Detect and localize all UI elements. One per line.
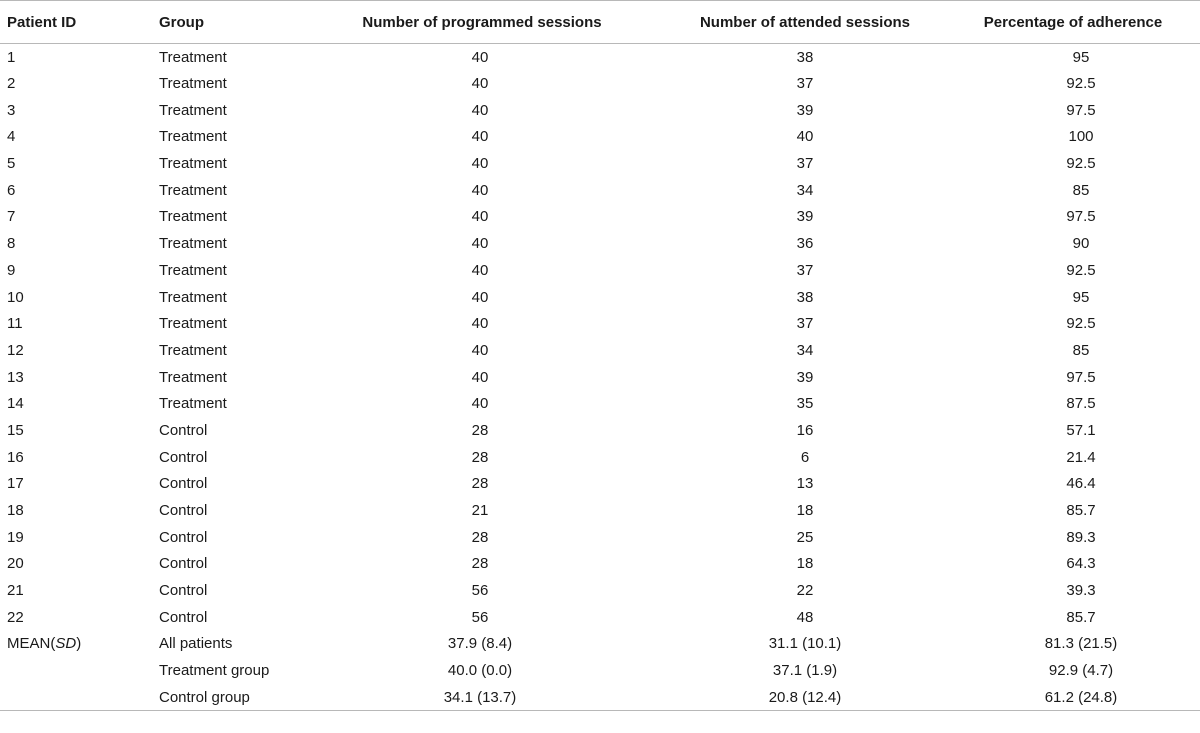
group-cell: Control group	[150, 684, 300, 711]
programmed-sessions-cell: 40	[471, 261, 489, 279]
attended-sessions-cell: 6	[800, 448, 810, 466]
patient-id-cell	[0, 684, 150, 711]
group-cell: Treatment	[159, 181, 227, 199]
table-header-row	[0, 1, 1200, 44]
table-row	[0, 257, 1200, 284]
table-row	[0, 70, 1200, 97]
table-row	[0, 364, 1200, 391]
table-row	[0, 524, 1200, 551]
table-row	[0, 177, 1200, 204]
adherence-cell: 39.3	[1066, 582, 1096, 600]
adherence-cell: 92.5	[1066, 261, 1096, 279]
adherence-cell: 97.5	[1066, 368, 1096, 386]
patient-id-cell: 3	[7, 101, 16, 119]
patient-id-cell: 21	[7, 582, 24, 600]
table-row	[0, 284, 1200, 311]
adherence-cell: 97.5	[1066, 208, 1096, 226]
patient-id-cell: 17	[7, 475, 24, 493]
patient-id-cell: 14	[7, 395, 24, 413]
programmed-sessions-cell: 40	[471, 341, 489, 359]
attended-sessions-cell: 25	[796, 528, 814, 546]
group-cell: Treatment	[159, 341, 227, 359]
adherence-cell: 87.5	[1066, 395, 1096, 413]
table-row	[0, 310, 1200, 337]
group-cell: Control	[159, 528, 208, 546]
table-row	[0, 497, 1200, 524]
adherence-cell: 92.5	[1066, 155, 1096, 173]
patient-id-cell: 12	[7, 341, 24, 359]
adherence-cell: 90	[1072, 235, 1090, 253]
patient-id-cell: 9	[7, 261, 16, 279]
table-row	[0, 124, 1200, 151]
adherence-cell: 57.1	[1066, 421, 1096, 439]
group-cell: Treatment	[159, 128, 227, 146]
programmed-sessions-cell: 56	[471, 582, 489, 600]
patient-id-cell: 13	[7, 368, 24, 386]
table-row	[0, 577, 1200, 604]
attended-sessions-cell: 31.1 (10.1)	[768, 635, 842, 653]
summary-row	[0, 631, 1200, 658]
adherence-cell: 85.7	[1066, 608, 1096, 626]
group-cell: Control	[159, 502, 208, 520]
table-body	[0, 44, 1200, 711]
adherence-cell: 97.5	[1066, 101, 1096, 119]
header-adherence-percentage: Percentage of adherence	[946, 1, 1200, 44]
attended-sessions-cell: 18	[796, 555, 814, 573]
header-patient-id: Patient ID	[0, 1, 150, 44]
programmed-sessions-cell: 40	[471, 315, 489, 333]
attended-sessions-cell: 39	[796, 208, 814, 226]
group-cell: Control	[159, 582, 208, 600]
programmed-sessions-cell: 21	[471, 502, 489, 520]
programmed-sessions-cell: 40	[471, 181, 489, 199]
summary-label-suffix: )	[76, 635, 82, 653]
attended-sessions-cell: 37	[796, 155, 814, 173]
table-row	[0, 337, 1200, 364]
adherence-cell: 89.3	[1066, 528, 1096, 546]
adherence-cell: 46.4	[1066, 475, 1096, 493]
group-cell: Treatment	[159, 368, 227, 386]
group-cell: Treatment	[159, 208, 227, 226]
adherence-cell: 92.5	[1066, 75, 1096, 93]
group-cell: Treatment	[159, 395, 227, 413]
header-group: Group	[150, 1, 300, 44]
patient-id-cell: 1	[7, 48, 16, 66]
attended-sessions-cell: 39	[796, 101, 814, 119]
patient-id-cell: 10	[7, 288, 24, 306]
patient-id-cell	[0, 657, 150, 684]
table-row	[0, 444, 1200, 471]
attended-sessions-cell: 35	[796, 395, 814, 413]
group-cell: Treatment	[159, 48, 227, 66]
patient-id-cell: 15	[7, 421, 24, 439]
attended-sessions-cell: 16	[796, 421, 814, 439]
group-cell: Treatment	[159, 261, 227, 279]
adherence-cell: 85.7	[1066, 502, 1096, 520]
group-cell: Treatment	[159, 315, 227, 333]
attended-sessions-cell: 37	[796, 315, 814, 333]
adherence-cell: 100	[1068, 128, 1094, 146]
programmed-sessions-cell: 40	[471, 395, 489, 413]
attended-sessions-cell: 38	[796, 48, 814, 66]
patient-id-cell: 16	[7, 448, 24, 466]
adherence-cell: 85	[1072, 181, 1090, 199]
group-cell: Control	[159, 475, 208, 493]
attended-sessions-cell: 18	[796, 502, 814, 520]
adherence-cell: 95	[1072, 288, 1090, 306]
adherence-cell: 92.9 (4.7)	[1048, 662, 1114, 680]
patient-id-cell: 8	[7, 235, 16, 253]
header-programmed-sessions: Number of programmed sessions	[300, 1, 664, 44]
attended-sessions-cell: 20.8 (12.4)	[664, 684, 946, 711]
table-row	[0, 44, 1200, 71]
summary-row	[0, 657, 1200, 684]
programmed-sessions-cell: 40	[471, 368, 489, 386]
patient-id-cell: 7	[7, 208, 16, 226]
programmed-sessions-cell: 34.1 (13.7)	[300, 684, 664, 711]
attended-sessions-cell: 38	[796, 288, 814, 306]
programmed-sessions-cell: 40	[471, 208, 489, 226]
group-cell: Control	[159, 555, 208, 573]
group-cell: Control	[159, 421, 208, 439]
patient-id-cell: 19	[7, 528, 24, 546]
group-cell: Treatment	[159, 155, 227, 173]
summary-label-prefix: MEAN(	[7, 635, 56, 653]
header-attended-sessions: Number of attended sessions	[664, 1, 946, 44]
attended-sessions-cell: 34	[796, 181, 814, 199]
summary-label-sd: SD	[55, 635, 77, 653]
patient-id-cell: 22	[7, 608, 24, 626]
adherence-cell: 85	[1072, 341, 1090, 359]
programmed-sessions-cell: 40	[471, 48, 489, 66]
adherence-cell: 64.3	[1066, 555, 1096, 573]
table-row	[0, 471, 1200, 498]
table-row	[0, 204, 1200, 231]
table-row	[0, 417, 1200, 444]
group-cell: Treatment	[159, 288, 227, 306]
attended-sessions-cell: 34	[796, 341, 814, 359]
adherence-cell: 81.3 (21.5)	[1044, 635, 1118, 653]
programmed-sessions-cell: 28	[471, 475, 489, 493]
attended-sessions-cell: 39	[796, 368, 814, 386]
patient-id-cell: 5	[7, 155, 16, 173]
programmed-sessions-cell: 40	[471, 155, 489, 173]
programmed-sessions-cell: 28	[471, 421, 489, 439]
adherence-cell: 92.5	[1066, 315, 1096, 333]
programmed-sessions-cell: 40	[471, 235, 489, 253]
attended-sessions-cell: 36	[796, 235, 814, 253]
adherence-cell: 95	[1072, 48, 1090, 66]
attended-sessions-cell: 13	[796, 475, 814, 493]
patient-id-cell: 11	[7, 315, 23, 333]
table-row	[0, 97, 1200, 124]
table-row	[0, 230, 1200, 257]
summary-row	[0, 684, 1200, 711]
group-cell: Treatment	[159, 101, 227, 119]
programmed-sessions-cell: 28	[471, 555, 489, 573]
group-cell: Control	[159, 448, 208, 466]
programmed-sessions-cell: 40	[471, 101, 489, 119]
programmed-sessions-cell: 40	[471, 75, 489, 93]
programmed-sessions-cell: 56	[471, 608, 489, 626]
group-cell: Treatment group	[159, 662, 270, 680]
patient-id-cell: 4	[7, 128, 16, 146]
group-cell: All patients	[159, 635, 233, 653]
patient-id-cell: 2	[7, 75, 16, 93]
programmed-sessions-cell: 40	[471, 288, 489, 306]
table-row	[0, 604, 1200, 631]
attended-sessions-cell: 37	[796, 261, 814, 279]
patient-id-cell: 20	[7, 555, 24, 573]
programmed-sessions-cell: 37.9 (8.4)	[447, 635, 513, 653]
programmed-sessions-cell: 28	[471, 528, 489, 546]
programmed-sessions-cell: 28	[471, 448, 489, 466]
patient-id-cell	[0, 631, 150, 658]
attended-sessions-cell: 48	[796, 608, 814, 626]
programmed-sessions-cell: 40	[471, 128, 489, 146]
programmed-sessions-cell: 40.0 (0.0)	[447, 662, 513, 680]
attended-sessions-cell: 37	[796, 75, 814, 93]
table-row	[0, 551, 1200, 578]
table-row	[0, 150, 1200, 177]
group-cell: Control	[159, 608, 208, 626]
adherence-cell: 21.4	[1066, 448, 1096, 466]
adherence-cell: 61.2 (24.8)	[946, 684, 1200, 711]
attended-sessions-cell: 37.1 (1.9)	[772, 662, 838, 680]
group-cell: Treatment	[159, 75, 227, 93]
patient-id-cell: 6	[7, 181, 16, 199]
attended-sessions-cell: 22	[796, 582, 814, 600]
group-cell: Treatment	[159, 235, 227, 253]
attended-sessions-cell: 40	[796, 128, 814, 146]
patient-id-cell: 18	[7, 502, 24, 520]
table-row	[0, 390, 1200, 417]
